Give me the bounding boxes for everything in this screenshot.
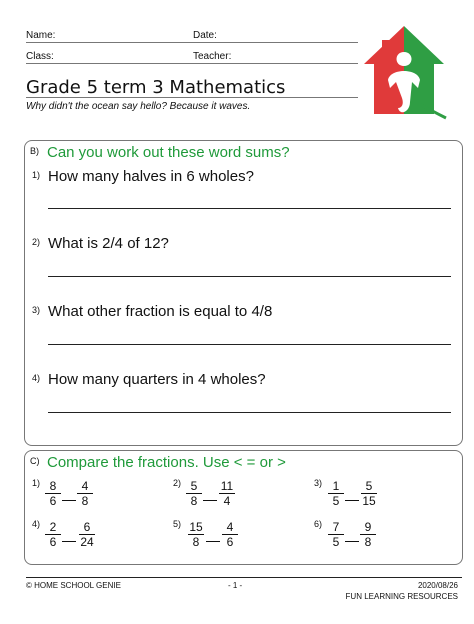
numerator: 15 [189,520,203,534]
section-b-letter: B) [30,146,39,156]
numerator: 6 [83,520,91,534]
comparison-1-fraction-a [44,479,62,508]
numerator: 7 [332,520,340,534]
comparison-4-blank[interactable] [62,541,76,542]
denominator: 4 [223,494,231,508]
denominator: 8 [81,494,89,508]
denominator: 6 [226,535,234,549]
comparison-2-number: 2) [173,478,182,488]
numerator: 9 [364,520,372,534]
comparison-3-fraction-a [327,479,345,508]
question-4-answer-line[interactable] [48,412,451,413]
comparison-3-number: 3) [314,478,323,488]
numerator: 1 [332,479,340,493]
question-1-number: 1) [32,170,41,180]
question-4-text: How many quarters in 4 wholes? [48,371,266,388]
comparison-5-fraction-b [221,520,239,549]
comparison-5-number: 5) [173,519,182,529]
denominator: 5 [332,494,340,508]
home-school-genie-logo-icon [360,22,448,122]
question-2-answer-line[interactable] [48,276,451,277]
denominator: 8 [190,494,198,508]
denominator: 6 [49,494,57,508]
section-b-heading: Can you work out these word sums? [47,144,290,161]
footer-copyright: © HOME SCHOOL GENIE [26,581,121,590]
question-2-number: 2) [32,237,41,247]
comparison-3-blank[interactable] [345,500,359,501]
comparison-2-blank[interactable] [203,500,217,501]
comparison-2-fraction-a [185,479,203,508]
comparison-3-fraction-b [360,479,378,508]
comparison-5-blank[interactable] [206,541,220,542]
question-4-number: 4) [32,373,41,383]
comparison-4-fraction-a [44,520,62,549]
question-1-answer-line[interactable] [48,208,451,209]
comparison-6-fraction-a [327,520,345,549]
numerator: 5 [190,479,198,493]
title-underline [26,97,358,98]
denominator: 6 [49,535,57,549]
section-c-heading: Compare the fractions. Use < = or > [47,454,286,471]
word-sums-section [24,140,463,446]
footer-divider [26,577,462,578]
comparison-6-blank[interactable] [345,541,359,542]
comparison-1-fraction-b [76,479,94,508]
comparison-4-fraction-b [78,520,96,549]
comparison-1-blank[interactable] [62,500,76,501]
comparison-1-number: 1) [32,478,41,488]
question-2-text: What is 2/4 of 12? [48,235,169,252]
denominator: 24 [80,535,94,549]
numerator: 11 [220,479,234,493]
name-line [26,42,358,43]
comparison-4-number: 4) [32,519,41,529]
question-1-text: How many halves in 6 wholes? [48,168,254,185]
denominator: 8 [364,535,372,549]
comparison-2-fraction-b [218,479,236,508]
comparison-5-fraction-a [187,520,205,549]
denominator: 5 [332,535,340,549]
numerator: 4 [226,520,234,534]
footer-page-number: - 1 - [228,581,243,590]
footer-date: 2020/08/26 [417,581,458,590]
class-line [26,63,358,64]
class-label: Class: [26,51,54,62]
denominator: 15 [362,494,376,508]
numerator: 5 [365,479,373,493]
numerator: 4 [81,479,89,493]
question-3-number: 3) [32,305,41,315]
joke-text: Why didn't the ocean say hello? Because it waves. [26,101,251,112]
comparison-6-fraction-b [359,520,377,549]
page-title: Grade 5 term 3 Mathematics [26,77,286,98]
numerator: 8 [49,479,57,493]
denominator: 8 [192,535,200,549]
name-label: Name: [26,30,56,41]
section-c-letter: C) [30,456,40,466]
numerator: 2 [49,520,57,534]
teacher-label: Teacher: [193,51,232,62]
footer-brand: FUN LEARNING RESOURCES [345,592,458,601]
date-label: Date: [193,30,217,41]
question-3-answer-line[interactable] [48,344,451,345]
question-3-text: What other fraction is equal to 4/8 [48,303,273,320]
comparison-6-number: 6) [314,519,323,529]
